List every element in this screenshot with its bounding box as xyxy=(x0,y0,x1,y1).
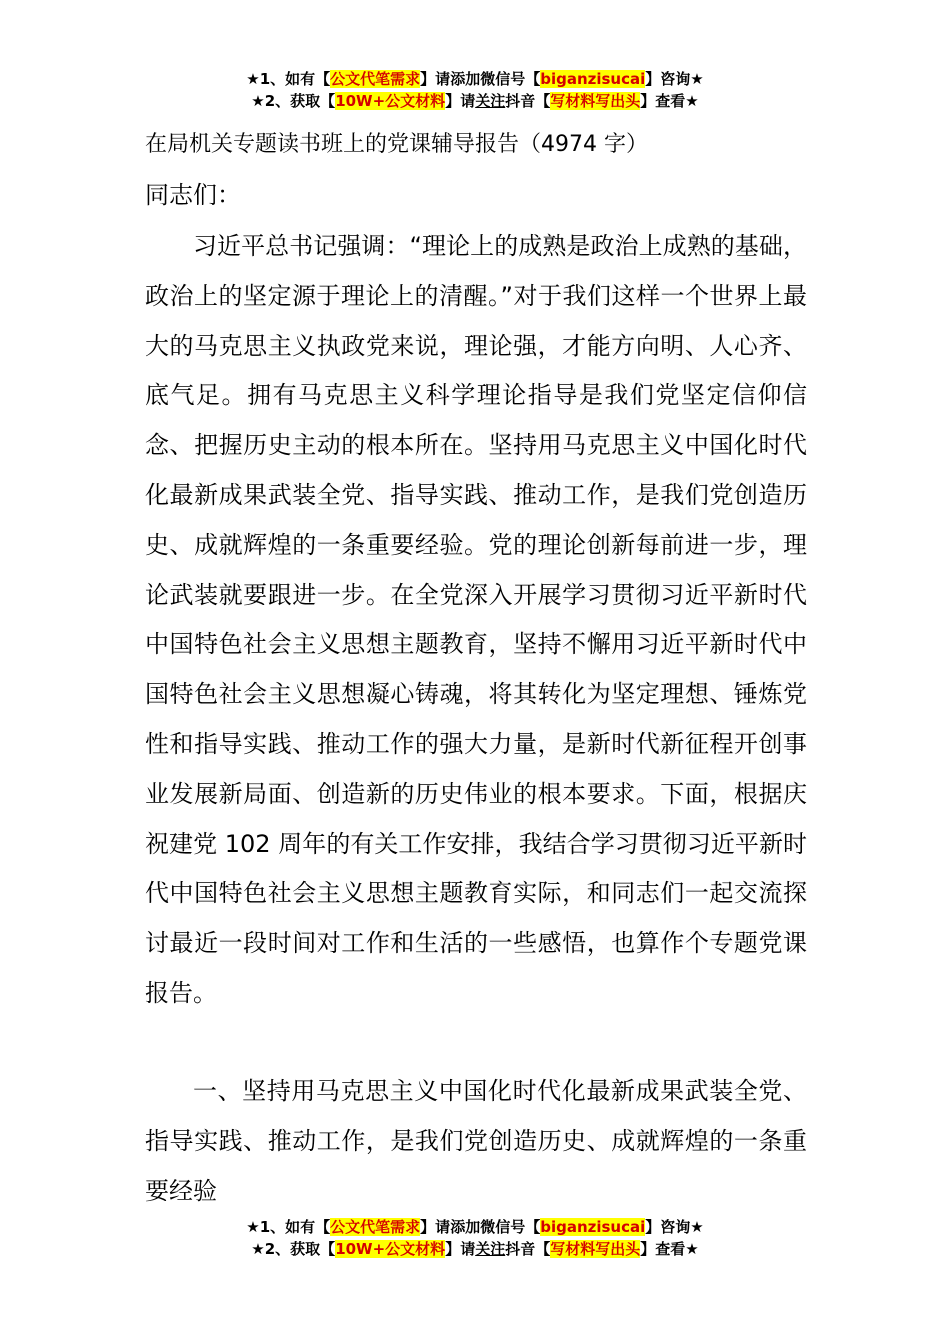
banner-text: ★1、如有【 xyxy=(246,70,331,88)
banner-highlight: 公文代笔需求 xyxy=(330,1218,421,1236)
banner-text: 】咨询★ xyxy=(645,70,704,88)
footer-banner xyxy=(0,1216,950,1260)
banner-line-2 xyxy=(0,1238,950,1260)
banner-text: ★1、如有【 xyxy=(246,1218,331,1236)
banner-text: 】查看★ xyxy=(640,92,699,110)
banner-line-2 xyxy=(0,90,950,112)
banner-text: 微信号【 xyxy=(480,1218,541,1236)
banner-line-1 xyxy=(0,1216,950,1238)
banner-text: 抖音【 xyxy=(505,92,551,110)
banner-highlight: 写材料写出头 xyxy=(550,92,641,110)
banner-text: 】查看★ xyxy=(640,1240,699,1258)
document-title: 在局机关专题读书班上的党课辅导报告（4974 字） xyxy=(145,132,648,157)
greeting: 同志们： xyxy=(145,181,241,209)
section-heading: 一、坚持用马克思主义中国化时代化最新成果武装全党、指导实践、推动工作，是我们党创造历史、成就辉煌的一条重要经验 xyxy=(145,1077,807,1205)
banner-highlight: 公文代笔需求 xyxy=(330,70,421,88)
banner-text: 】请 xyxy=(420,70,451,88)
banner-highlight: biganzisucai xyxy=(540,1218,646,1236)
banner-highlight: 10W+公文材料 xyxy=(335,92,446,110)
banner-text: 】请 xyxy=(445,1240,476,1258)
banner-emphasis: 添加 xyxy=(450,1218,481,1236)
banner-text: 】咨询★ xyxy=(645,1218,704,1236)
banner-emphasis: 关注 xyxy=(475,92,506,110)
banner-highlight: 写材料写出头 xyxy=(550,1240,641,1258)
banner-highlight: 10W+公文材料 xyxy=(335,1240,446,1258)
banner-text: 】请 xyxy=(445,92,476,110)
body-paragraph: 习近平总书记强调：“理论上的成熟是政治上成熟的基础，政治上的坚定源于理论上的清醒。”对于我们这样一个世界上最大的马克思主义执政党来说，理论强，才能方向明、人心齐、底气足。拥有马克思主义科学理论指导是我们党坚定信仰信念、把握历史主动的根本所在。坚持用马克思主义中国化时代化最新成果武装全党、指导实践、推动工作，是我们党创造历史、成就辉煌的一条重要经验。党的理论创新每前进一步，理论武装就要跟进一步。在全党深入开展学习贯彻习近平新时代中国特色社会主义思想主题教育，坚持不懈用习近平新时代中国特色社会主义思想凝心铸魂，将其转化为坚定理想、锤炼党性和指导实践、推动工作的强大力量，是新时代新征程开创事业发展新局面、创造新的历史伟业的根本要求。下面，根据庆祝建党 102 周年的有关工作安排，我结合学习贯彻习近平新时代中国特色社会主义思想主题教育实际，和同志们一起交流探讨最近一段时间对工作和生活的一些感悟，也算作个专题党课报告。 xyxy=(145,232,807,1007)
banner-line-1 xyxy=(0,68,950,90)
banner-highlight: biganzisucai xyxy=(540,70,646,88)
banner-emphasis: 关注 xyxy=(475,1240,506,1258)
banner-text: ★2、获取【 xyxy=(251,1240,336,1258)
banner-text: 】请 xyxy=(420,1218,451,1236)
banner-text: 抖音【 xyxy=(505,1240,551,1258)
banner-text: 微信号【 xyxy=(480,70,541,88)
header-banner xyxy=(0,68,950,112)
banner-emphasis: 添加 xyxy=(450,70,481,88)
banner-text: ★2、获取【 xyxy=(251,92,336,110)
